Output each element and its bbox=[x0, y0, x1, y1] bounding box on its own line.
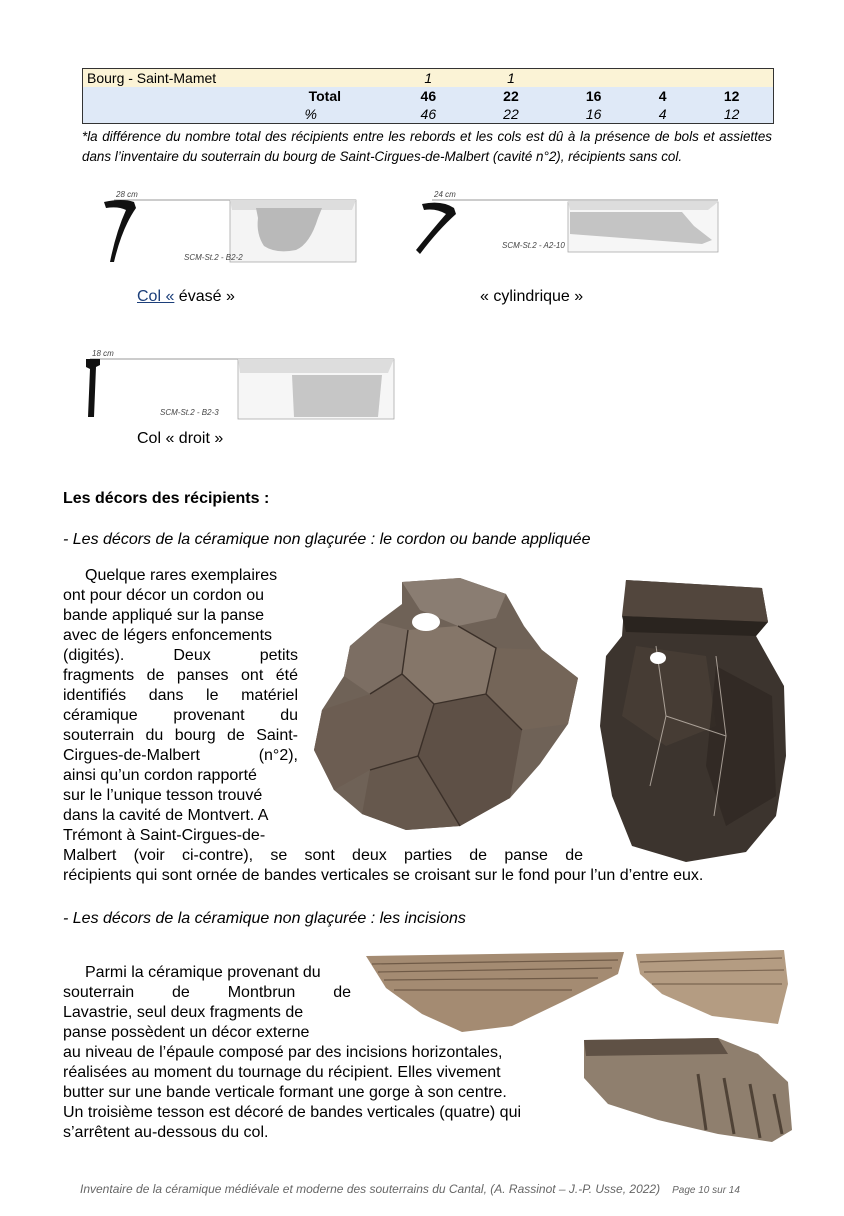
text-line: identifiés dans le matériel bbox=[63, 687, 298, 704]
profile-drawing-droit bbox=[82, 345, 398, 421]
scale-label: 24 cm bbox=[434, 190, 456, 199]
subsection-incisions: - Les décors de la céramique non glaçurée : les incisions bbox=[63, 910, 466, 927]
table-cell: 12 bbox=[690, 105, 773, 123]
paragraph-incisions-part2 bbox=[63, 1043, 573, 1143]
paragraph-cordon-part2 bbox=[63, 846, 583, 866]
text-line: dans la cavité de Montvert. A bbox=[63, 807, 269, 824]
table-row bbox=[83, 69, 773, 87]
text-line: souterrain de Montbrun de bbox=[63, 984, 351, 1001]
scale-label: 28 cm bbox=[116, 190, 138, 199]
sherd-photo-incisions-2 bbox=[632, 944, 792, 1028]
summary-table bbox=[82, 68, 774, 124]
caption-col-droit: Col « droit » bbox=[137, 430, 224, 447]
table-cell: 22 bbox=[470, 87, 553, 105]
table-row bbox=[83, 87, 773, 105]
text-line: s’arrêtent au-dessous du col. bbox=[63, 1124, 269, 1141]
text-line: ainsi qu’un cordon rapporté bbox=[63, 767, 257, 784]
table-cell: 1 bbox=[470, 69, 553, 87]
table-cell: 1 bbox=[387, 69, 470, 87]
table-cell: 4 bbox=[635, 87, 690, 105]
table-cell: 16 bbox=[552, 87, 635, 105]
text-line: Lavastrie, seul deux fragments de bbox=[63, 1004, 304, 1021]
caption-text: évasé » bbox=[174, 288, 235, 305]
text-line: Cirgues-de-Malbert (n°2), bbox=[63, 747, 298, 764]
subsection-cordon: - Les décors de la céramique non glaçurée : le cordon ou bande appliquée bbox=[63, 531, 591, 548]
page-number: Page 10 sur 14 bbox=[672, 1185, 740, 1196]
table-cell: 46 bbox=[387, 105, 470, 123]
profile-drawing-evase bbox=[100, 188, 360, 266]
row-label: % bbox=[83, 105, 387, 123]
text-line: souterrain du bourg de Saint- bbox=[63, 727, 298, 744]
row-label: Total bbox=[83, 87, 387, 105]
text-line: fragments de panses ont été bbox=[63, 667, 298, 684]
text-line: Parmi la céramique provenant du bbox=[85, 964, 321, 981]
text-line: panse possèdent un décor externe bbox=[63, 1024, 310, 1041]
table-cell bbox=[552, 69, 635, 87]
text-line: réalisées au moment du tournage du récipient. Elles vivement bbox=[63, 1064, 501, 1081]
paragraph-incisions-part1 bbox=[63, 963, 351, 1043]
text-line: céramique provenant du bbox=[63, 707, 298, 724]
table-cell: 46 bbox=[387, 87, 470, 105]
table-cell: 4 bbox=[635, 105, 690, 123]
caption-cylindrique: « cylindrique » bbox=[480, 288, 584, 305]
paragraph-cordon-part1 bbox=[63, 566, 298, 846]
text-line: récipients qui sont ornée de bandes verticales se croisant sur le fond pour l’un d’entre eux. bbox=[63, 867, 704, 884]
page-footer bbox=[80, 1182, 740, 1196]
caption-col-evase bbox=[137, 288, 235, 306]
text-line: Trémont à Saint-Cirgues-de- bbox=[63, 827, 266, 844]
text-line: ont pour décor un cordon ou bbox=[63, 587, 265, 604]
row-label: Bourg - Saint-Mamet bbox=[83, 69, 387, 87]
profile-drawing-cylindrique bbox=[412, 188, 722, 258]
scale-label: 18 cm bbox=[92, 349, 114, 358]
footer-citation: Inventaire de la céramique médiévale et moderne des souterrains du Cantal, (A. Rassinot – J.-P. Usse, 2022) bbox=[80, 1182, 661, 1196]
text-line: au niveau de l’épaule composé par des incisions horizontales, bbox=[63, 1044, 503, 1061]
text-line: avec de légers enfoncements bbox=[63, 627, 273, 644]
text-line: butter sur une bande verticale formant une gorge à son centre. bbox=[63, 1084, 507, 1101]
table-footnote: *la différence du nombre total des récipients entre les rebords et les cols est dû à la présence de bols et assiettes dans l’inventaire du souterrain du bourg de Saint-Cirgues-de-Malbert (cavité n°2), récipients sans col. bbox=[82, 129, 772, 164]
reference-label: SCM-St.2 - A2-10 bbox=[502, 241, 565, 250]
text-line: bande appliqué sur la panse bbox=[63, 607, 265, 624]
caption-link[interactable]: Col « bbox=[137, 288, 175, 305]
reference-label: SCM-St.2 - B2-2 bbox=[184, 253, 243, 262]
text-line: (digités). Deux petits bbox=[63, 647, 298, 664]
table-cell: 12 bbox=[690, 87, 773, 105]
table-cell: 22 bbox=[470, 105, 553, 123]
text-line: sur le l’unique tesson trouvé bbox=[63, 787, 263, 804]
sherd-photo-incisions-1 bbox=[362, 944, 632, 1036]
sherd-photo-incisions-3 bbox=[578, 1034, 794, 1146]
table-cell: 16 bbox=[552, 105, 635, 123]
sherd-photo-cordon-right bbox=[596, 576, 792, 864]
table-cell bbox=[690, 69, 773, 87]
text-line: Un troisième tesson est décoré de bandes verticales (quatre) qui bbox=[63, 1104, 522, 1121]
text-line: Malbert (voir ci-contre), se sont deux parties de panse de bbox=[63, 847, 583, 864]
table-cell bbox=[635, 69, 690, 87]
sherd-photo-cordon-left bbox=[310, 574, 582, 838]
text-line: Quelque rares exemplaires bbox=[85, 567, 278, 584]
table-row bbox=[83, 105, 773, 123]
section-title: Les décors des récipients : bbox=[63, 490, 270, 507]
paragraph-cordon-part3 bbox=[63, 866, 783, 886]
reference-label: SCM-St.2 - B2-3 bbox=[160, 408, 219, 417]
